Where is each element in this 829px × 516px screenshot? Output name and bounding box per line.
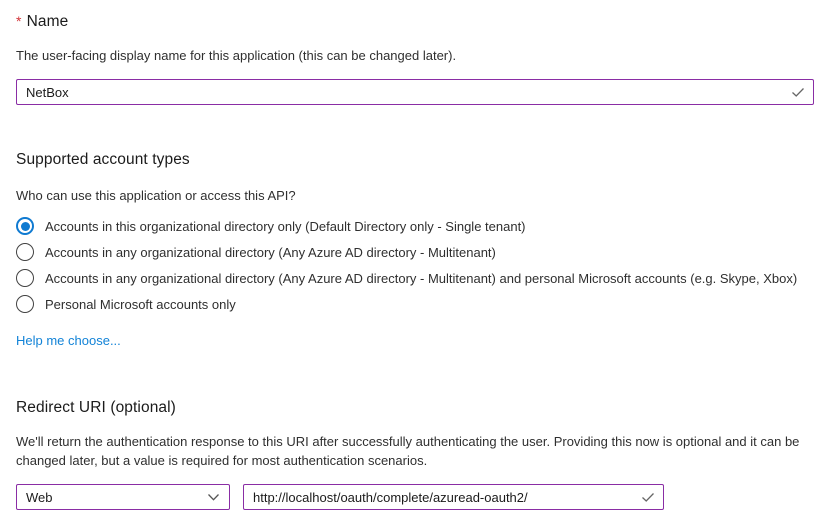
name-section-title: Name [26,13,69,30]
chevron-down-icon [206,490,221,505]
option-multitenant[interactable] [16,239,814,265]
option-label: Accounts in any organizational directory (Any Azure AD directory - Multitenant) [45,244,496,260]
radio-button-icon[interactable] [16,217,34,235]
platform-select-value: Web [26,489,53,505]
name-section-heading [16,13,814,31]
help-me-choose-link[interactable]: Help me choose... [16,333,121,348]
redirect-uri-title: Redirect URI (optional) [16,399,176,416]
option-label: Accounts in any organizational directory (Any Azure AD directory - Multitenant) and personal Microsoft accounts (e.g. Skype, Xbox) [45,270,798,286]
required-asterisk: * [16,13,22,29]
radio-button-icon[interactable] [16,295,34,313]
account-types-question: Who can use this application or access this API? [16,188,296,203]
app-name-input[interactable] [16,79,814,105]
account-types-title: Supported account types [16,151,190,168]
option-label: Accounts in this organizational directory only (Default Directory only - Single tenant) [45,218,526,234]
account-type-options [16,213,814,317]
option-multitenant-personal[interactable] [16,265,814,291]
redirect-uri-input[interactable] [243,484,664,510]
option-personal-only[interactable] [16,291,814,317]
platform-select-dropdown[interactable] [16,484,230,510]
radio-button-icon[interactable] [16,269,34,287]
option-label: Personal Microsoft accounts only [45,296,236,312]
option-single-tenant[interactable] [16,213,814,239]
redirect-uri-description: We'll return the authentication response to this URI after successfully authenticating the user. Providing this now is optional and it can be changed later, but a value is required for most authentication scenarios. [16,434,800,468]
name-description: The user-facing display name for this application (this can be changed later). [16,48,457,63]
radio-button-icon[interactable] [16,243,34,261]
valid-checkmark-icon [640,489,656,505]
valid-checkmark-icon [790,84,806,100]
